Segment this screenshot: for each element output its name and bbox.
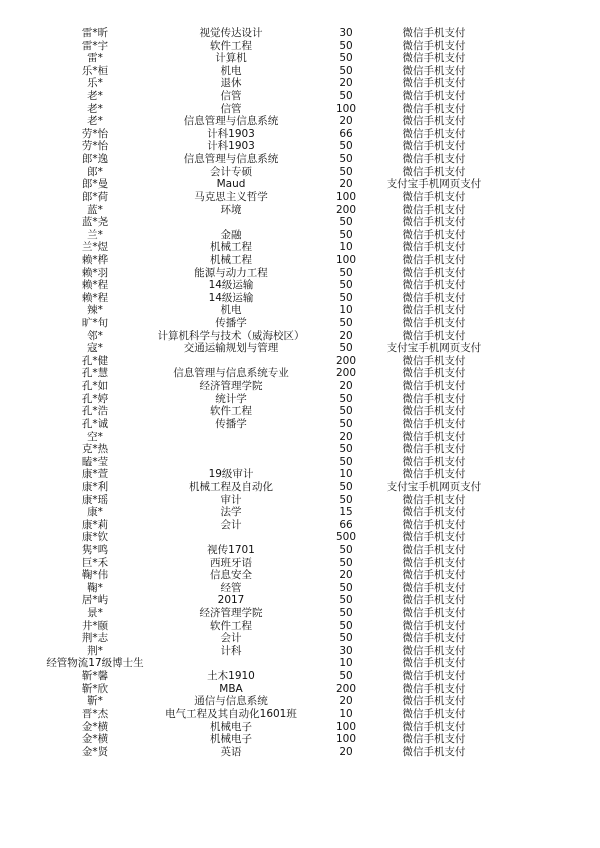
table-row — [0, 683, 600, 696]
payment-method-cell: 微信手机支付 — [402, 518, 466, 531]
amount-cell: 50 — [339, 455, 353, 468]
payment-method-cell: 微信手机支付 — [402, 745, 466, 758]
table-row — [0, 443, 600, 456]
payment-method-cell: 微信手机支付 — [402, 317, 466, 330]
major-cell: 机械电子 — [210, 720, 252, 733]
amount-cell: 50 — [339, 279, 353, 292]
donor-name-cell: 居*屿 — [81, 594, 109, 607]
major-cell: 交通运输规划与管理 — [183, 342, 279, 355]
major-cell: 能源与动力工程 — [194, 266, 268, 279]
amount-cell: 10 — [339, 468, 353, 481]
table-row — [0, 204, 600, 217]
donor-name-cell: 荆* — [87, 644, 103, 657]
payment-method-cell: 微信手机支付 — [402, 417, 466, 430]
amount-cell: 50 — [339, 556, 353, 569]
major-cell: 2017 — [217, 594, 245, 607]
donor-name-cell: 孔*婷 — [81, 392, 109, 405]
donor-name-cell: 鞠*伟 — [81, 569, 109, 582]
payment-method-cell: 微信手机支付 — [402, 241, 466, 254]
major-cell: 14级运输 — [208, 279, 254, 292]
major-cell: 机械电子 — [210, 733, 252, 746]
major-cell: 机电 — [220, 304, 242, 317]
major-cell: 机械工程 — [210, 241, 252, 254]
payment-method-cell: 支付宝手机网页支付 — [386, 342, 482, 355]
major-cell: 经管 — [220, 581, 242, 594]
amount-cell: 100 — [335, 102, 357, 115]
payment-method-cell: 微信手机支付 — [402, 392, 466, 405]
donor-name-cell: 雷* — [87, 52, 103, 65]
donor-name-cell: 劳*怡 — [81, 127, 109, 140]
amount-cell: 100 — [335, 253, 357, 266]
donor-name-cell: 邻* — [87, 329, 103, 342]
major-cell: 软件工程 — [210, 39, 252, 52]
amount-cell: 66 — [339, 127, 353, 140]
payment-method-cell: 微信手机支付 — [402, 644, 466, 657]
table-row — [0, 418, 600, 431]
payment-method-cell: 微信手机支付 — [402, 682, 466, 695]
table-row — [0, 153, 600, 166]
amount-cell: 30 — [339, 644, 353, 657]
table-row — [0, 695, 600, 708]
amount-cell: 200 — [335, 367, 357, 380]
table-row — [0, 65, 600, 78]
major-cell: 机械工程及自动化 — [189, 480, 273, 493]
payment-method-cell: 微信手机支付 — [402, 430, 466, 443]
table-row — [0, 582, 600, 595]
amount-cell: 50 — [339, 165, 353, 178]
donor-name-cell: 孔*浩 — [81, 405, 109, 418]
amount-cell: 100 — [335, 190, 357, 203]
payment-method-cell: 微信手机支付 — [402, 468, 466, 481]
donor-name-cell: 蓝*尧 — [81, 216, 109, 229]
payment-method-cell: 微信手机支付 — [402, 443, 466, 456]
payment-method-cell: 微信手机支付 — [402, 27, 466, 39]
payment-method-cell: 微信手机支付 — [402, 695, 466, 708]
payment-method-cell: 微信手机支付 — [402, 253, 466, 266]
table-row — [0, 657, 600, 670]
major-cell: 视觉传达设计 — [199, 27, 263, 39]
major-cell: 机电 — [220, 64, 242, 77]
table-row — [0, 481, 600, 494]
donor-name-cell: 康*莉 — [81, 518, 109, 531]
payment-method-cell: 微信手机支付 — [402, 291, 466, 304]
table-row — [0, 140, 600, 153]
major-cell: Maud — [216, 178, 246, 191]
major-cell: 环境 — [220, 203, 242, 216]
table-row — [0, 330, 600, 343]
major-cell: 计算机 — [215, 52, 247, 65]
major-cell: 14级运输 — [208, 291, 254, 304]
amount-cell: 20 — [339, 695, 353, 708]
donor-name-cell: 康* — [87, 506, 103, 519]
amount-cell: 15 — [339, 506, 353, 519]
donor-name-cell: 晋*杰 — [81, 707, 109, 720]
amount-cell: 50 — [339, 443, 353, 456]
donor-name-cell: 经管物流17级博士生 — [46, 657, 144, 670]
table-row — [0, 342, 600, 355]
table-row — [0, 191, 600, 204]
amount-cell: 50 — [339, 607, 353, 620]
donor-name-cell: 井*颐 — [81, 619, 109, 632]
table-row — [0, 267, 600, 280]
payment-method-cell: 微信手机支付 — [402, 493, 466, 506]
amount-cell: 50 — [339, 581, 353, 594]
table-row — [0, 380, 600, 393]
amount-cell: 20 — [339, 745, 353, 758]
table-row — [0, 746, 600, 759]
payment-method-cell: 微信手机支付 — [402, 720, 466, 733]
payment-method-cell: 微信手机支付 — [402, 367, 466, 380]
payment-method-cell: 微信手机支付 — [402, 115, 466, 128]
table-row — [0, 367, 600, 380]
payment-method-cell: 微信手机支付 — [402, 165, 466, 178]
payment-method-cell: 微信手机支付 — [402, 127, 466, 140]
amount-cell: 50 — [339, 64, 353, 77]
payment-method-cell: 微信手机支付 — [402, 102, 466, 115]
table-row — [0, 166, 600, 179]
donor-name-cell: 孔*诚 — [81, 417, 109, 430]
major-cell: 计科1903 — [207, 140, 255, 153]
donor-name-cell: 靳* — [87, 695, 103, 708]
table-row — [0, 569, 600, 582]
amount-cell: 50 — [339, 216, 353, 229]
payment-method-cell: 微信手机支付 — [402, 354, 466, 367]
table-row — [0, 557, 600, 570]
donor-name-cell: 郎*曼 — [81, 178, 109, 191]
table-row — [0, 405, 600, 418]
donor-name-cell: 景* — [87, 607, 103, 620]
major-cell: 西班牙语 — [210, 556, 252, 569]
payment-method-cell: 微信手机支付 — [402, 228, 466, 241]
payment-method-cell: 微信手机支付 — [402, 569, 466, 582]
major-cell: 计科 — [220, 644, 242, 657]
amount-cell: 50 — [339, 543, 353, 556]
payment-method-cell: 微信手机支付 — [402, 329, 466, 342]
major-cell: 机械工程 — [210, 253, 252, 266]
payment-method-cell: 支付宝手机网页支付 — [386, 480, 482, 493]
amount-cell: 20 — [339, 178, 353, 191]
table-row — [0, 393, 600, 406]
table-row — [0, 632, 600, 645]
amount-cell: 50 — [339, 594, 353, 607]
amount-cell: 200 — [335, 682, 357, 695]
table-row — [0, 519, 600, 532]
major-cell: 土木1910 — [207, 670, 255, 683]
payment-method-cell: 微信手机支付 — [402, 632, 466, 645]
payment-method-cell: 微信手机支付 — [402, 190, 466, 203]
table-row — [0, 241, 600, 254]
amount-cell: 20 — [339, 115, 353, 128]
payment-method-cell: 支付宝手机网页支付 — [386, 178, 482, 191]
table-row — [0, 355, 600, 368]
table-row — [0, 506, 600, 519]
major-cell: 传播学 — [215, 417, 247, 430]
table-row — [0, 52, 600, 65]
donor-name-cell: 郎* — [87, 165, 103, 178]
table-row — [0, 708, 600, 721]
amount-cell: 50 — [339, 153, 353, 166]
major-cell: 会计 — [220, 632, 242, 645]
amount-cell: 30 — [339, 27, 353, 39]
table-row — [0, 27, 600, 40]
payment-method-cell: 微信手机支付 — [402, 556, 466, 569]
amount-cell: 10 — [339, 241, 353, 254]
donor-name-cell: 康*萱 — [81, 468, 109, 481]
amount-cell: 200 — [335, 354, 357, 367]
amount-cell: 20 — [339, 380, 353, 393]
amount-cell: 50 — [339, 39, 353, 52]
donor-name-cell: 空* — [87, 430, 103, 443]
amount-cell: 50 — [339, 228, 353, 241]
donor-name-cell: 金*横 — [81, 720, 109, 733]
payment-method-cell: 微信手机支付 — [402, 140, 466, 153]
major-cell: 信息管理与信息系统专业 — [173, 367, 289, 380]
major-cell: 电气工程及其自动化1601班 — [165, 707, 297, 720]
major-cell: 信管 — [220, 90, 242, 103]
major-cell: 统计学 — [215, 392, 247, 405]
major-cell: 马克思主义哲学 — [194, 190, 268, 203]
table-row — [0, 178, 600, 191]
table-row — [0, 468, 600, 481]
payment-method-cell: 微信手机支付 — [402, 455, 466, 468]
donor-name-cell: 郎*逸 — [81, 153, 109, 166]
major-cell: 审计 — [220, 493, 242, 506]
amount-cell: 10 — [339, 657, 353, 670]
major-cell: 视传1701 — [207, 543, 255, 556]
payment-method-cell: 微信手机支付 — [402, 52, 466, 65]
amount-cell: 20 — [339, 77, 353, 90]
major-cell: 法学 — [220, 506, 242, 519]
table-row — [0, 77, 600, 90]
payment-method-cell: 微信手机支付 — [402, 77, 466, 90]
table-row — [0, 494, 600, 507]
amount-cell: 50 — [339, 493, 353, 506]
table-row — [0, 431, 600, 444]
payment-method-cell: 微信手机支付 — [402, 531, 466, 544]
table-row — [0, 115, 600, 128]
major-cell: 19级审计 — [208, 468, 254, 481]
major-cell: 会计专硕 — [210, 165, 252, 178]
payment-method-cell: 微信手机支付 — [402, 39, 466, 52]
table-row — [0, 229, 600, 242]
table-row — [0, 128, 600, 141]
table-row — [0, 279, 600, 292]
table-row — [0, 304, 600, 317]
table-row — [0, 216, 600, 229]
major-cell: 经济管理学院 — [199, 380, 263, 393]
payment-method-cell: 微信手机支付 — [402, 733, 466, 746]
payment-method-cell: 微信手机支付 — [402, 216, 466, 229]
donor-name-cell: 郎*荷 — [81, 190, 109, 203]
payment-method-cell: 微信手机支付 — [402, 543, 466, 556]
table-row — [0, 594, 600, 607]
amount-cell: 50 — [339, 90, 353, 103]
payment-method-cell: 微信手机支付 — [402, 707, 466, 720]
amount-cell: 50 — [339, 52, 353, 65]
major-cell: 英语 — [220, 745, 242, 758]
table-row — [0, 544, 600, 557]
payment-method-cell: 微信手机支付 — [402, 607, 466, 620]
donor-name-cell: 克*热 — [81, 443, 109, 456]
amount-cell: 50 — [339, 480, 353, 493]
payment-method-cell: 微信手机支付 — [402, 405, 466, 418]
table-row — [0, 456, 600, 469]
donor-name-cell: 康*利 — [81, 480, 109, 493]
donor-name-cell: 赖*程 — [81, 279, 109, 292]
donor-name-cell: 孔*健 — [81, 354, 109, 367]
donor-name-cell: 靳*馨 — [81, 670, 109, 683]
major-cell: MBA — [219, 682, 243, 695]
amount-cell: 50 — [339, 619, 353, 632]
major-cell: 计算机科学与技术（威海校区） — [157, 329, 305, 342]
major-cell: 计科1903 — [207, 127, 255, 140]
donor-name-cell: 赖*桦 — [81, 253, 109, 266]
table-row — [0, 721, 600, 734]
amount-cell: 200 — [335, 203, 357, 216]
payment-method-cell: 微信手机支付 — [402, 90, 466, 103]
major-cell: 软件工程 — [210, 405, 252, 418]
amount-cell: 50 — [339, 392, 353, 405]
table-row — [0, 90, 600, 103]
payment-method-cell: 微信手机支付 — [402, 581, 466, 594]
payment-method-cell: 微信手机支付 — [402, 506, 466, 519]
table-row — [0, 670, 600, 683]
table-row — [0, 40, 600, 53]
payment-method-cell: 微信手机支付 — [402, 670, 466, 683]
major-cell: 经济管理学院 — [199, 607, 263, 620]
donor-name-cell: 旷*旬 — [81, 317, 109, 330]
donor-name-cell: 赖*羽 — [81, 266, 109, 279]
amount-cell: 20 — [339, 329, 353, 342]
table-row — [0, 645, 600, 658]
amount-cell: 10 — [339, 707, 353, 720]
table-row — [0, 620, 600, 633]
amount-cell: 66 — [339, 518, 353, 531]
amount-cell: 20 — [339, 430, 353, 443]
donor-name-cell: 兰*煜 — [81, 241, 109, 254]
major-cell: 会计 — [220, 518, 242, 531]
amount-cell: 500 — [335, 531, 357, 544]
table-row — [0, 317, 600, 330]
payment-method-cell: 微信手机支付 — [402, 594, 466, 607]
donor-name-cell: 隽*鸣 — [81, 543, 109, 556]
donor-name-cell: 荆*志 — [81, 632, 109, 645]
major-cell: 信息安全 — [210, 569, 252, 582]
payment-method-cell: 微信手机支付 — [402, 203, 466, 216]
donor-name-cell: 老* — [87, 115, 103, 128]
major-cell: 退休 — [220, 77, 242, 90]
table-row — [0, 607, 600, 620]
donor-name-cell: 金*横 — [81, 733, 109, 746]
payment-method-cell: 微信手机支付 — [402, 64, 466, 77]
major-cell: 传播学 — [215, 317, 247, 330]
donor-name-cell: 康*瑶 — [81, 493, 109, 506]
payment-method-cell: 微信手机支付 — [402, 657, 466, 670]
payment-method-cell: 微信手机支付 — [402, 380, 466, 393]
payment-method-cell: 微信手机支付 — [402, 304, 466, 317]
table-row — [0, 292, 600, 305]
major-cell: 通信与信息系统 — [194, 695, 268, 708]
payment-method-cell: 微信手机支付 — [402, 266, 466, 279]
amount-cell: 50 — [339, 291, 353, 304]
table-row — [0, 531, 600, 544]
donor-name-cell: 雷*昕 — [81, 27, 109, 39]
donor-name-cell: 老* — [87, 90, 103, 103]
table-row — [0, 103, 600, 116]
donor-name-cell: 金*贤 — [81, 745, 109, 758]
donor-name-cell: 乐* — [87, 77, 103, 90]
donor-name-cell: 雷*宇 — [81, 39, 109, 52]
donor-name-cell: 靳*欣 — [81, 682, 109, 695]
major-cell: 信管 — [220, 102, 242, 115]
donor-name-cell: 兰* — [87, 228, 103, 241]
amount-cell: 50 — [339, 405, 353, 418]
amount-cell: 50 — [339, 140, 353, 153]
amount-cell: 50 — [339, 342, 353, 355]
amount-cell: 20 — [339, 569, 353, 582]
donor-name-cell: 乐*桓 — [81, 64, 109, 77]
major-cell: 信息管理与信息系统 — [183, 115, 279, 128]
donor-name-cell: 劳*怡 — [81, 140, 109, 153]
donor-name-cell: 辣* — [87, 304, 103, 317]
major-cell: 金融 — [220, 228, 242, 241]
donor-name-cell: 瞌*莹 — [81, 455, 109, 468]
amount-cell: 100 — [335, 720, 357, 733]
amount-cell: 50 — [339, 417, 353, 430]
amount-cell: 50 — [339, 632, 353, 645]
amount-cell: 50 — [339, 317, 353, 330]
donor-name-cell: 鞠* — [87, 581, 103, 594]
payment-method-cell: 微信手机支付 — [402, 619, 466, 632]
table-row — [0, 254, 600, 267]
donor-name-cell: 巨*禾 — [81, 556, 109, 569]
donor-name-cell: 赖*程 — [81, 291, 109, 304]
amount-cell: 50 — [339, 266, 353, 279]
amount-cell: 100 — [335, 733, 357, 746]
table-row — [0, 733, 600, 746]
donation-table — [0, 27, 600, 758]
major-cell: 信息管理与信息系统 — [183, 153, 279, 166]
amount-cell: 50 — [339, 670, 353, 683]
donor-name-cell: 孔*慧 — [81, 367, 109, 380]
donor-name-cell: 老* — [87, 102, 103, 115]
payment-method-cell: 微信手机支付 — [402, 153, 466, 166]
donor-name-cell: 蓝* — [87, 203, 103, 216]
amount-cell: 10 — [339, 304, 353, 317]
donor-name-cell: 康*钦 — [81, 531, 109, 544]
payment-method-cell: 微信手机支付 — [402, 279, 466, 292]
donor-name-cell: 寇* — [87, 342, 103, 355]
major-cell: 软件工程 — [210, 619, 252, 632]
donor-name-cell: 孔*如 — [81, 380, 109, 393]
